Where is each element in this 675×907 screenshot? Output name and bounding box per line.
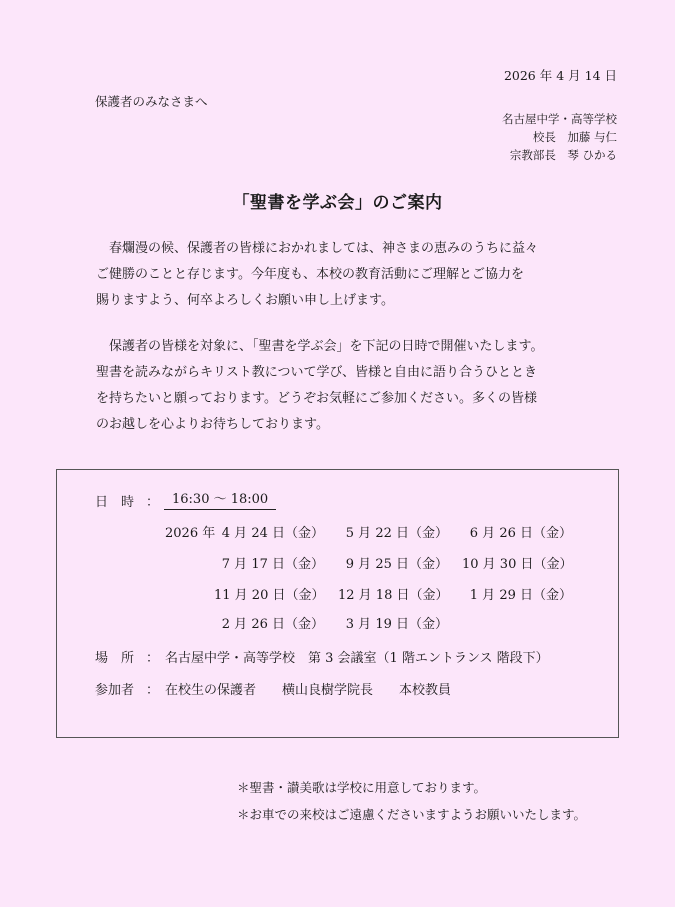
document-title: 「聖書を学ぶ会」のご案内 bbox=[232, 193, 443, 213]
paragraph-line: のお越しを心よりお待ちしております。 bbox=[96, 417, 329, 432]
session-date: 3 月 19 日（金） bbox=[345, 617, 448, 632]
session-date: 12 月 18 日（金） bbox=[338, 588, 449, 603]
year-label: 2026 年 bbox=[165, 526, 216, 541]
time-value: 16:30 ～ 18:00 bbox=[164, 491, 276, 510]
recipient: 保護者のみなさまへ bbox=[95, 94, 208, 109]
session-date: 4 月 24 日（金） bbox=[221, 526, 324, 541]
note-car: ＊お車での来校はご遠慮くださいますようお願いいたします。 bbox=[237, 807, 587, 822]
session-date: 6 月 26 日（金） bbox=[469, 526, 572, 541]
time-label: 日 時 bbox=[95, 495, 135, 510]
session-date: 11 月 20 日（金） bbox=[214, 588, 325, 603]
greeting-paragraph bbox=[96, 236, 596, 314]
note-hymnals: ＊聖書・讃美歌は学校に用意しております。 bbox=[237, 780, 487, 795]
sender-school: 名古屋中学・高等学校 bbox=[502, 112, 617, 126]
issue-date: 2026 年 4 月 14 日 bbox=[503, 68, 617, 83]
time-colon: ： bbox=[146, 495, 160, 510]
paragraph-line: 賜りますよう、何卒よろしくお願い申し上げます。 bbox=[96, 293, 394, 308]
session-date: 1 月 29 日（金） bbox=[469, 588, 572, 603]
session-date: 9 月 25 日（金） bbox=[345, 557, 448, 572]
place-value: 名古屋中学・高等学校 第 3 会議室（1 階エントランス 階段下） bbox=[165, 651, 549, 666]
place-colon: ： bbox=[146, 651, 160, 666]
place-label: 場 所 bbox=[95, 651, 135, 666]
paragraph-line: 春爛漫の候、保護者の皆様におかれましては、神さまの恵みのうちに益々 bbox=[109, 241, 539, 256]
invitation-paragraph bbox=[96, 334, 596, 438]
paragraph-line: 聖書を読みながらキリスト教について学び、皆様と自由に語り合うひととき bbox=[96, 365, 537, 380]
paragraph-line: ご健勝のことと存じます。今年度も、本校の教育活動にご理解とご協力を bbox=[96, 267, 524, 282]
paragraph-line: 保護者の皆様を対象に、「聖書を学ぶ会」を下記の日時で開催いたします。 bbox=[109, 339, 544, 354]
sender-block bbox=[502, 110, 617, 164]
session-date: 2 月 26 日（金） bbox=[221, 617, 324, 632]
session-date: 7 月 17 日（金） bbox=[221, 557, 324, 572]
paragraph-line: を持ちたいと願っております。どうぞお気軽にご参加ください。多くの皆様 bbox=[96, 391, 537, 406]
participants-colon: ： bbox=[146, 683, 160, 698]
session-date: 10 月 30 日（金） bbox=[462, 557, 573, 572]
sender-religious-head: 宗教部長 琴 ひかる bbox=[509, 148, 617, 162]
session-date: 5 月 22 日（金） bbox=[345, 526, 448, 541]
sender-principal: 校長 加藤 与仁 bbox=[532, 130, 617, 144]
participants-value: 在校生の保護者 横山良樹学院長 本校教員 bbox=[165, 683, 452, 698]
participants-label: 参加者 bbox=[95, 683, 135, 698]
